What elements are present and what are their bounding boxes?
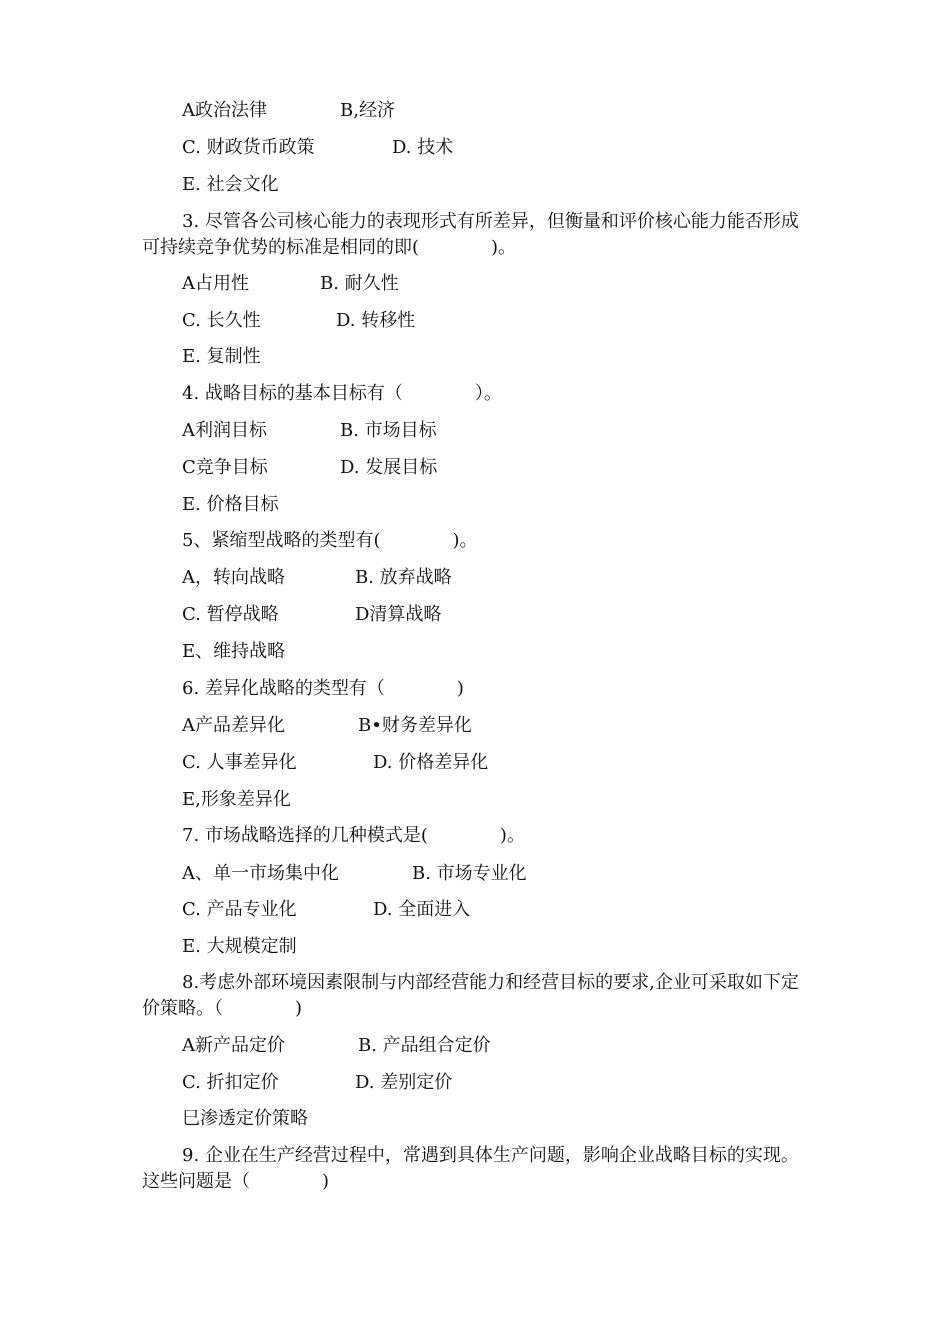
question-5: 5、紧缩型战略的类型有( )。 xyxy=(182,530,478,551)
option-b: B,经济 xyxy=(340,100,395,121)
option-d: D. 价格差异化 xyxy=(373,752,489,773)
option-e: E. 价格目标 xyxy=(182,494,279,515)
option-c: C. 人事差异化 xyxy=(182,752,297,773)
option-e: E、维持战略 xyxy=(182,641,286,662)
option-a: A新产品定价 xyxy=(182,1035,285,1056)
option-c: C. 财政货币政策 xyxy=(182,137,315,158)
option-a: A、单一市场集中化 xyxy=(182,863,339,884)
option-d: D清算战略 xyxy=(355,604,442,625)
option-a: A产品差异化 xyxy=(182,715,285,736)
question-4: 4. 战略目标的基本目标有（ ）。 xyxy=(182,383,502,404)
option-b: B. 耐久性 xyxy=(320,273,399,294)
option-d: D. 转移性 xyxy=(336,310,416,331)
option-d: D. 技术 xyxy=(392,137,454,158)
option-d: D. 全面进入 xyxy=(373,899,471,920)
option-a: A利润目标 xyxy=(182,420,267,441)
option-b: B. 放弃战略 xyxy=(355,567,452,588)
option-b: B•财务差异化 xyxy=(358,715,472,736)
question-9: 9. 企业在生产经营过程中，常遇到具体生产问题，影响企业战略目标的实现。这些问题是（ ) xyxy=(142,1145,799,1192)
option-a: A政治法律 xyxy=(182,100,267,121)
option-a: A占用性 xyxy=(182,273,249,294)
option-c: C. 产品专业化 xyxy=(182,899,297,920)
option-b: B. 产品组合定价 xyxy=(358,1035,491,1056)
option-d: D. 差别定价 xyxy=(355,1072,453,1093)
question-6: 6. 差异化战略的类型有（ ) xyxy=(182,678,464,699)
option-c: C. 暂停战略 xyxy=(182,604,279,625)
question-7: 7. 市场战略选择的几种模式是( )。 xyxy=(182,825,525,846)
option-c: C. 折扣定价 xyxy=(182,1072,279,1093)
option-e: E. 社会文化 xyxy=(182,174,279,195)
question-3: 3. 尽管各公司核心能力的表现形式有所差异，但衡量和评价核心能力能否形成可持续竞争优势的标准是相同的即( )。 xyxy=(142,211,799,258)
option-d: D. 发展目标 xyxy=(340,457,438,478)
option-a: A，转向战略 xyxy=(182,567,285,588)
option-c: C. 长久性 xyxy=(182,310,261,331)
option-b: B. 市场专业化 xyxy=(412,863,527,884)
option-e: 巳渗透定价策略 xyxy=(182,1108,308,1129)
option-e: E,形象差异化 xyxy=(182,789,291,810)
option-b: B. 市场目标 xyxy=(340,420,437,441)
option-c: C竞争目标 xyxy=(182,457,268,478)
question-8: 8.考虑外部环境因素限制与内部经营能力和经营目标的要求,企业可采取如下定价策略。（ ) xyxy=(142,972,799,1019)
option-e: E. 大规模定制 xyxy=(182,936,297,957)
option-e: E. 复制性 xyxy=(182,346,261,367)
